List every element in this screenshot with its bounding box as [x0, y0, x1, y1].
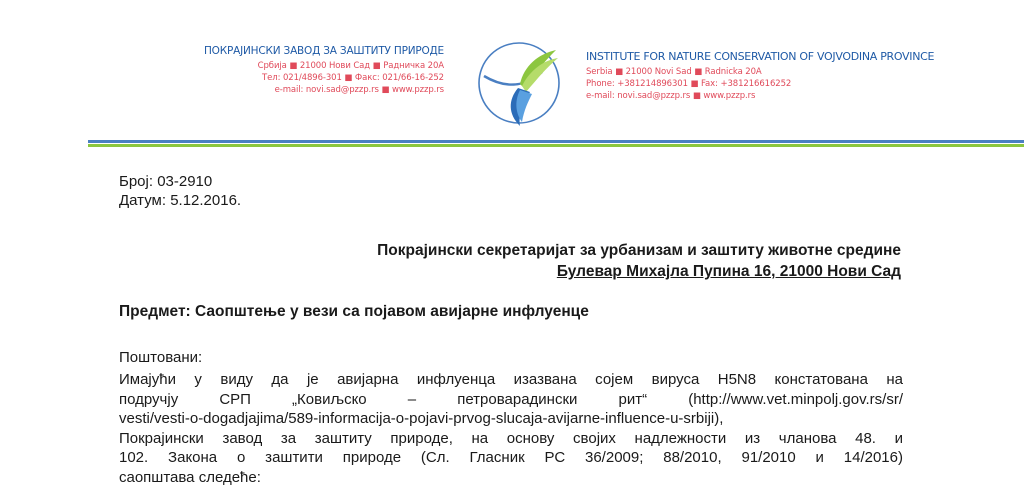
body-line: саопштава следеће: — [119, 468, 261, 486]
org-name-english: INSTITUTE FOR NATURE CONSERVATION OF VOJVODINA PROVINCE — [586, 50, 935, 63]
body-line: Имајући у виду да је авијарна инфлуенца изазвана сојем вируса H5N8 констатована на — [119, 371, 903, 388]
header-rule-blue — [88, 140, 1024, 143]
document-meta — [119, 172, 241, 210]
letter-body — [119, 370, 903, 488]
recipient-address: Булевар Михајла Пупина 16, 21000 Нови Сад — [556, 263, 901, 280]
recipient-name: Покрајински секретаријат за урбанизам и заштиту животне средине — [377, 242, 901, 259]
body-line: подручју СРП „Ковиљско – петроварадински рит“ (http://www.vet.minpolj.gov.rs/sr/ — [119, 390, 903, 408]
body-line: vesti/vesti-o-dogadjajima/589-informacija-o-pojavi-prvog-slucaja-avijarne-influence-u-srbiji), — [119, 410, 724, 428]
greeting: Поштовани: — [119, 349, 203, 366]
letterhead-left-serbian — [204, 44, 444, 96]
email-english: e-mail: novi.sad@pzzp.rs ■ www.pzzp.rs — [586, 91, 756, 101]
email-serbian: e-mail: novi.sad@pzzp.rs ■ www.pzzp.rs — [274, 85, 444, 95]
subject-line: Предмет: Саопштење у вези са појавом авијарне инфлуенце — [119, 303, 589, 320]
header-rule-green — [88, 144, 1024, 147]
recipient-block — [377, 240, 901, 282]
institute-logo-icon — [464, 36, 574, 136]
document-date: Датум: 5.12.2016. — [119, 192, 242, 209]
body-line: 102. Закона о заштити природе (Сл. Гласник РС 36/2009; 88/2010, 91/2010 и 14/2016) — [119, 449, 903, 467]
letterhead-right-english — [586, 50, 934, 102]
document-number: Број: 03-2910 — [119, 173, 213, 190]
phone-english: Phone: +381214896301 ■ Fax: +381216616252 — [586, 79, 792, 89]
org-name-serbian: ПОКРАЈИНСКИ ЗАВОД ЗА ЗАШТИТУ ПРИРОДЕ — [203, 45, 444, 57]
address-serbian: Србија ■ 21000 Нови Сад ■ Радничка 20А — [257, 61, 444, 71]
address-english: Serbia ■ 21000 Novi Sad ■ Radnicka 20A — [586, 67, 762, 77]
body-line: Покрајински завод за заштиту природе, на основу својих надлежности из чланова 48. и — [119, 429, 903, 447]
letterhead — [0, 0, 1024, 150]
phone-serbian: Тел: 021/4896-301 ■ Факс: 021/66-16-252 — [262, 73, 444, 83]
